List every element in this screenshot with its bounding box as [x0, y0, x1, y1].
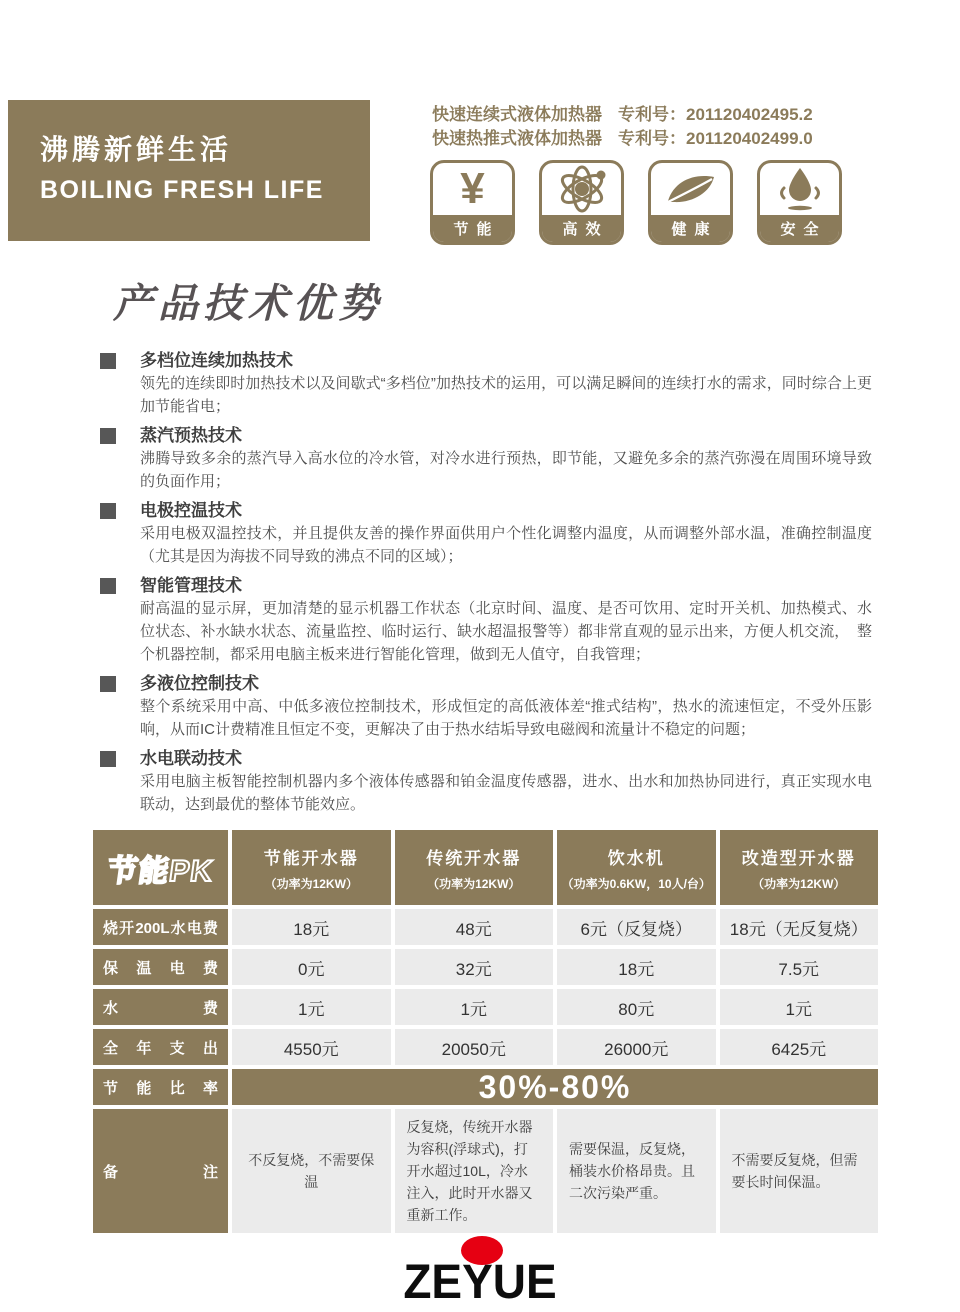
table-cell: 26000元	[557, 1029, 716, 1065]
feature-body: 领先的连续即时加热技术以及间歇式“多档位”加热技术的运用，可以满足瞬间的连续打水的需求，同时综合上更加节能省电；	[140, 375, 872, 415]
bullet-square-icon	[100, 503, 116, 519]
page-title: 产品技术优势	[113, 282, 383, 326]
table-cell: 7.5元	[720, 949, 879, 985]
feature-title: 水电联动技术	[140, 749, 242, 768]
yen-icon: ¥	[460, 164, 485, 213]
brand-banner	[8, 100, 370, 241]
feature-item	[100, 500, 872, 568]
table-cell: 6425元	[720, 1029, 879, 1065]
row-label: 水费	[93, 989, 228, 1025]
column-header: 改造型开水器 （功率为12KW）	[720, 830, 879, 905]
patent-line	[432, 103, 813, 127]
feature-item	[100, 575, 872, 666]
badge-label: 安全	[760, 215, 839, 242]
column-header: 饮水机 （功率为0.6KW，10人/台）	[557, 830, 716, 905]
bullet-square-icon	[100, 751, 116, 767]
energy-pk-table	[93, 830, 878, 1233]
feature-title: 多档位连续加热技术	[140, 351, 293, 370]
badge-health	[648, 160, 733, 245]
row-label: 全年支出	[93, 1029, 228, 1065]
table-cell: 4550元	[232, 1029, 391, 1065]
bullet-square-icon	[100, 428, 116, 444]
leaf-icon	[651, 163, 730, 215]
table-cell: 18元	[232, 909, 391, 945]
table-cell: 1元	[720, 989, 879, 1025]
table-cell: 6元（反复烧）	[557, 909, 716, 945]
table-corner-cell	[93, 830, 228, 905]
feature-body: 整个系统采用中高、中低多液位控制技术，形成恒定的高低液体差“推式结构”，热水的流速恒定，不受外压影响，从而IC计费精准且恒定不变，更解决了由于热水结垢导致电磁阀和流量计不稳定的问题；	[140, 698, 872, 738]
table-cell: 18元（无反复烧）	[720, 909, 879, 945]
row-label: 烧开200L水电费	[93, 909, 228, 945]
badge-safety	[757, 160, 842, 245]
badge-label: 节能	[433, 215, 512, 242]
zeyue-logo	[385, 1240, 575, 1312]
note-cell: 不需要反复烧，但需要长时间保温。	[720, 1109, 879, 1233]
feature-title: 蒸汽预热技术	[140, 426, 242, 445]
badge-label: 高效	[542, 215, 621, 242]
table-cell: 20050元	[395, 1029, 554, 1065]
feature-item	[100, 748, 872, 816]
patent-number: 201120402499.0	[686, 129, 813, 148]
patent-list	[432, 103, 813, 151]
feature-badges	[430, 160, 842, 245]
badge-energy-saving	[430, 160, 515, 245]
bullet-square-icon	[100, 353, 116, 369]
feature-body: 耐高温的显示屏，更加清楚的显示机器工作状态（北京时间、温度、是否可饮用、定时开关机、加热模式、水位状态、补水缺水状态、流量监控、临时运行、缺水超温报警等）都非常直观的显示出来，方便人机交流， 整个机器控制，都采用电脑主板来进行智能化管理，做到无人值守，自我管理；	[140, 600, 872, 663]
row-label: 节能比率	[93, 1069, 228, 1105]
banner-title-en: BOILING FRESH LIFE	[40, 176, 324, 204]
note-cell: 需要保温，反复烧，桶装水价格昂贵。且二次污染严重。	[557, 1109, 716, 1233]
badge-label: 健康	[651, 215, 730, 242]
energy-saving-ratio: 30%-80%	[232, 1069, 878, 1105]
table-cell: 1元	[232, 989, 391, 1025]
badge-efficiency	[539, 160, 624, 245]
column-header: 节能开水器 （功率为12KW）	[232, 830, 391, 905]
column-header: 传统开水器 （功率为12KW）	[395, 830, 554, 905]
patent-label: 专利号：	[618, 129, 686, 148]
feature-title: 电极控温技术	[140, 501, 242, 520]
feature-body: 采用电脑主板智能控制机器内多个液体传感器和铂金温度传感器，进水、出水和加热协同进行，真正实现水电联动，达到最优的整体节能效应。	[140, 773, 872, 813]
note-cell: 反复烧，传统开水器为容积(浮球式)，打开水超过10L，冷水注入，此时开水器又重新工作。	[395, 1109, 554, 1233]
patent-product: 快速连续式液体加热器	[432, 105, 602, 124]
banner-title-cn: 沸腾新鲜生活	[40, 134, 233, 165]
row-label: 备注	[93, 1109, 228, 1233]
note-cell: 不反复烧，不需要保温	[232, 1109, 391, 1233]
table-cell: 18元	[557, 949, 716, 985]
feature-body: 沸腾导致多余的蒸汽导入高水位的冷水管，对冷水进行预热，即节能，又避免多余的蒸汽弥漫在周围环境导致的负面作用；	[140, 450, 872, 490]
table-cell: 0元	[232, 949, 391, 985]
logo-text: ZEYUE	[403, 1253, 557, 1309]
bullet-square-icon	[100, 676, 116, 692]
feature-list	[100, 350, 872, 823]
feature-item	[100, 350, 872, 418]
patent-number: 201120402495.2	[686, 105, 813, 124]
feature-title: 多液位控制技术	[140, 674, 259, 693]
feature-title: 智能管理技术	[140, 576, 242, 595]
row-label: 保温电费	[93, 949, 228, 985]
patent-line	[432, 127, 813, 151]
table-cell: 32元	[395, 949, 554, 985]
water-drop-icon	[760, 163, 839, 215]
patent-label: 专利号：	[618, 105, 686, 124]
feature-item	[100, 673, 872, 741]
feature-item	[100, 425, 872, 493]
energy-pk-title: 节能PK	[104, 854, 216, 888]
bullet-square-icon	[100, 578, 116, 594]
table-cell: 48元	[395, 909, 554, 945]
table-cell: 1元	[395, 989, 554, 1025]
feature-body: 采用电极双温控技术，并且提供友善的操作界面供用户个性化调整内温度，从而调整外部水温，准确控制温度（尤其是因为海拔不同导致的沸点不同的区域）；	[140, 525, 872, 565]
patent-product: 快速热推式液体加热器	[432, 129, 602, 148]
atom-icon	[542, 163, 621, 215]
table-cell: 80元	[557, 989, 716, 1025]
